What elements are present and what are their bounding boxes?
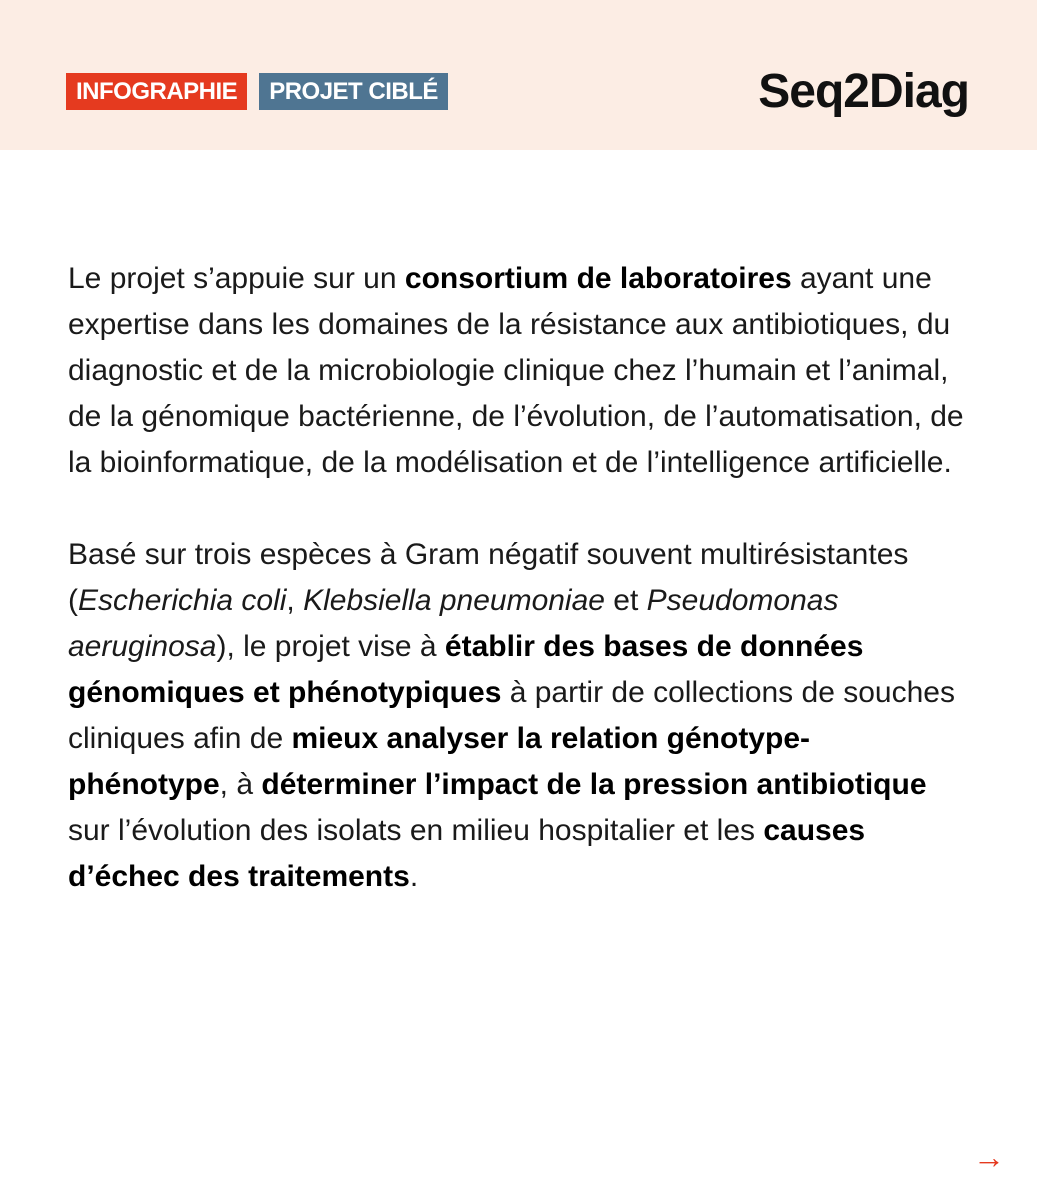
text: ayant une expertise dans les domaines de la résistance aux antibiotiques, du diagnostic et de la microbiologie clinique chez l’humain et l’animal, de la génomique bactérienne, de l’évolution, de l’automatisation, de la bioinformatique, de la modélisation et de l’intelligence artificielle. bbox=[68, 262, 964, 479]
text: . bbox=[409, 860, 419, 893]
main-content bbox=[68, 256, 968, 900]
brand-logo: Seq2Diag bbox=[758, 65, 969, 118]
bold-text: causes d’échec des traitements bbox=[68, 814, 866, 893]
text: Basé sur trois espèces à Gram négatif souvent multirésistantes ( bbox=[68, 538, 909, 617]
text: , à bbox=[219, 768, 262, 801]
bold-text: consortium de laboratoires bbox=[404, 262, 792, 295]
species-name: Escherichia coli bbox=[78, 584, 287, 617]
text: Le projet s’appuie sur un bbox=[68, 262, 405, 295]
text: et bbox=[604, 584, 647, 617]
text: sur l’évolution des isolats en milieu hospitalier et les bbox=[68, 814, 764, 847]
species-name: Klebsiella pneumoniae bbox=[303, 584, 605, 617]
paragraph-objectives bbox=[68, 532, 968, 900]
text: , bbox=[286, 584, 304, 617]
text: ), le projet vise à bbox=[216, 630, 445, 663]
bold-text: mieux analyser la relation génotype-phénotype bbox=[68, 722, 810, 801]
species-name: Pseudomonas aeruginosa bbox=[68, 584, 839, 663]
paragraph-consortium bbox=[68, 256, 968, 486]
header-banner bbox=[0, 0, 1037, 150]
tag-projet-cible: PROJET CIBLÉ bbox=[259, 73, 448, 110]
tag-infographie: INFOGRAPHIE bbox=[66, 73, 247, 110]
next-arrow-icon[interactable]: → bbox=[973, 1139, 1005, 1175]
bold-text: établir des bases de données génomiques et phénotypiques bbox=[68, 630, 864, 709]
text: à partir de collections de souches cliniques afin de bbox=[68, 676, 955, 755]
bold-text: déterminer l’impact de la pression antibiotique bbox=[261, 768, 927, 801]
tag-group bbox=[66, 73, 448, 110]
